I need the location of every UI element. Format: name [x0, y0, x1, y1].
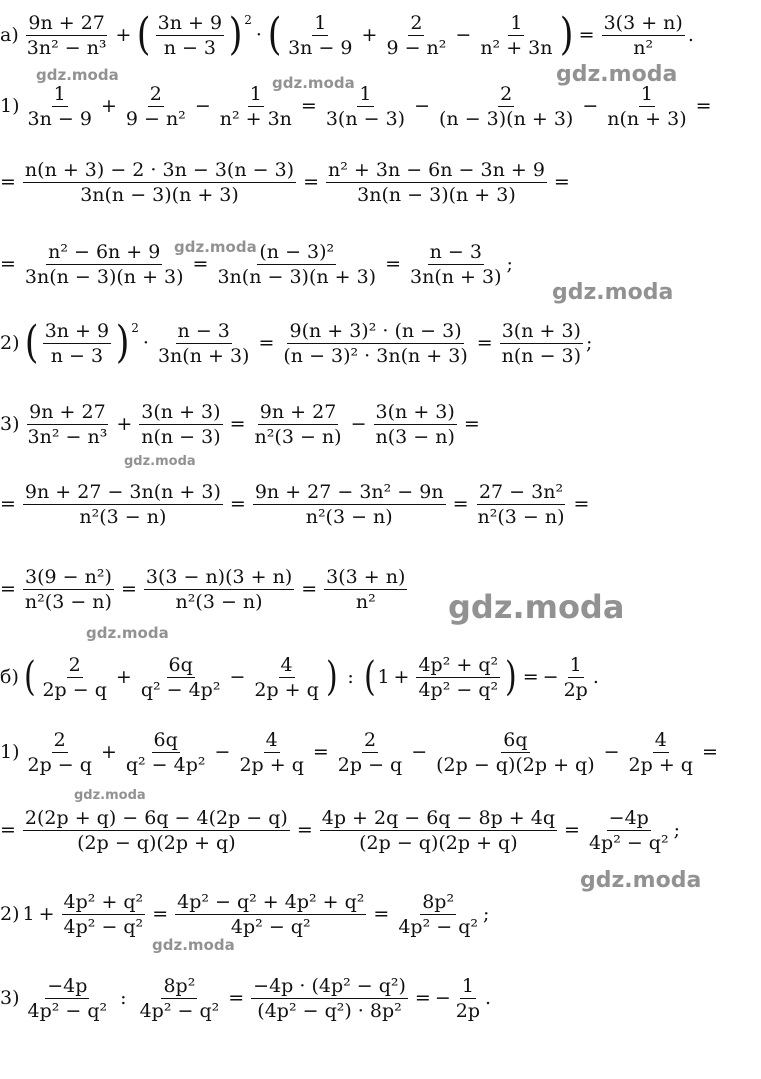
task-a: а) 9n + 27 3n² − n³ + ( 3n + 9 n − 3 ) 2 · ( 1 3n − 9 + $\frac{2}{\text{9 − n²}}$ − $\frac{1}{\text{n² + 3n}}$ ) = $\frac{3(3 + n)}{\text{n²}}$ . — [0, 9, 694, 60]
step-a1-c: = $\frac{\text{n² − 6n + 9}}{3n(n - 3)(n + 3)}$ = $\frac{\text{(n − 3)²}}{3n(n - 3)(n + 3)}$ = $\frac{n - 3}{3n(n + 3)}$ ; — [0, 240, 513, 288]
step-a3-b: = $\frac{9n + 27 - 3n(n + 3)}{\text{n²(3 − n)}}$ = $\frac{\text{9n + 27 − 3n² − 9n}}{\text{n²(3 − n)}}$ = $\frac{\text{27 − 3n²}}{\text{n²(3 − n)}}$ = — [0, 480, 590, 528]
watermark: gdz.moda — [86, 624, 169, 642]
fraction: $\frac{3(3 + n)}{\text{n²}}$ — [603, 11, 683, 59]
fraction: $\frac{1}{\text{n² + 3n}}$ — [480, 11, 553, 59]
step-b1-b: = $\frac{2(2p + q) - 6q - 4(2p - q)}{(2p - q)(2p + q)}$ = $\frac{4p + 2q - 6q - 8p + 4q}{(2p - q)(2p + q)}$ = $\frac{-4p}{\text{4p² − q²}}$ ; — [0, 806, 680, 854]
step-b1: 1) 2 2p − q + $\frac{6q}{\text{q² − 4p²}}$ − $\frac{4}{2p + q}$ = $\frac{2}{2p - q}$ − $\frac{6q}{(2p - q)(2p + q)}$ − $\frac{4}{2p + q}$ = — [0, 728, 718, 776]
watermark: gdz.moda — [552, 280, 674, 305]
step-a3-c: = $\frac{\text{3(9 − n²)}}{\text{n²(3 − n)}}$ = $\frac{3(3 - n)(3 + n)}{\text{n²(3 − n)}}$ = $\frac{3(3 + n)}{\text{n²}}$ — [0, 565, 406, 613]
label-b: б) — [0, 666, 19, 688]
watermark: gdz.moda — [36, 66, 119, 84]
fraction: 9n + 27 3n² − n³ — [26, 11, 107, 59]
step-a3: 3) 9n + 27 3n² − n³ + $\frac{3(n + 3)}{n(n - 3)}$ = $\frac{9n + 27}{\text{n²(3 − n)}}$ − $\frac{3(n + 3)}{n(3 - n)}$ = — [0, 400, 480, 448]
watermark: gdz.moda — [74, 788, 146, 803]
step-a2: 2) ( 3n + 9 n − 3 ) 2 · $\frac{n - 3}{3n(n + 3)}$ = $\frac{\text{9(n + 3)² · (n − 3)}}{\text{(n − 3)² · 3n(n + 3)}}$ = $\frac{3(n + 3)}{n(n - 3)}$ ; — [0, 317, 593, 368]
step-b3: 3) −4p 4p² − q² : $\frac{\text{8p²}}{\text{4p² − q²}}$ = $\frac{\text{−4p · (4p² − q²)}}{\text{(4p² − q²) · 8p²}}$ = − $\frac{1}{2p}$ . — [0, 974, 492, 1022]
watermark: gdz.moda — [152, 936, 235, 954]
step-b2: 2) 1 + $\frac{\text{4p² + q²}}{\text{4p² − q²}}$ = $\frac{\text{4p² − q² + 4p² + q²}}{\text{4p² − q²}}$ = $\frac{\text{8p²}}{\text{4p² − q²}}$ ; — [0, 890, 490, 938]
watermark: gdz.moda — [448, 588, 625, 626]
fraction: 3n + 9 n − 3 — [157, 11, 223, 59]
watermark: gdz.moda — [580, 868, 702, 893]
watermark: gdz.moda — [556, 62, 678, 87]
fraction: $\frac{2}{\text{9 − n²}}$ — [386, 11, 447, 59]
step-a1: 1) 1 3n − 9 + $\frac{2}{\text{9 − n²}}$ − $\frac{1}{\text{n² + 3n}}$ = $\frac{1}{3(n - 3)}$ − $\frac{2}{(n - 3)(n + 3)}$ − $\frac{1}{n(n + 3)}$ = — [0, 82, 712, 130]
task-b: б) ( 2 2p − q + $\frac{6q}{\text{q² − 4p²}}$ − $\frac{4}{2p + q}$ ) : ( 1 + $\frac{\text{4p² + q²}}{\text{4p² − q²}}$ ) = − $\frac{1}{2p}$ . — [0, 653, 599, 701]
label-a: а) — [0, 24, 19, 46]
step-a1-b: = $\frac{n(n + 3) - 2 \cdot 3n - 3(n - 3)}{3n(n - 3)(n + 3)}$ = $\frac{\text{n² + 3n − 6n − 3n + 9}}{3n(n - 3)(n + 3)}$ = — [0, 158, 570, 206]
watermark: gdz.moda — [272, 74, 355, 92]
watermark: gdz.moda — [174, 238, 257, 256]
fraction: 1 3n − 9 — [288, 11, 353, 59]
watermark: gdz.moda — [124, 454, 196, 469]
